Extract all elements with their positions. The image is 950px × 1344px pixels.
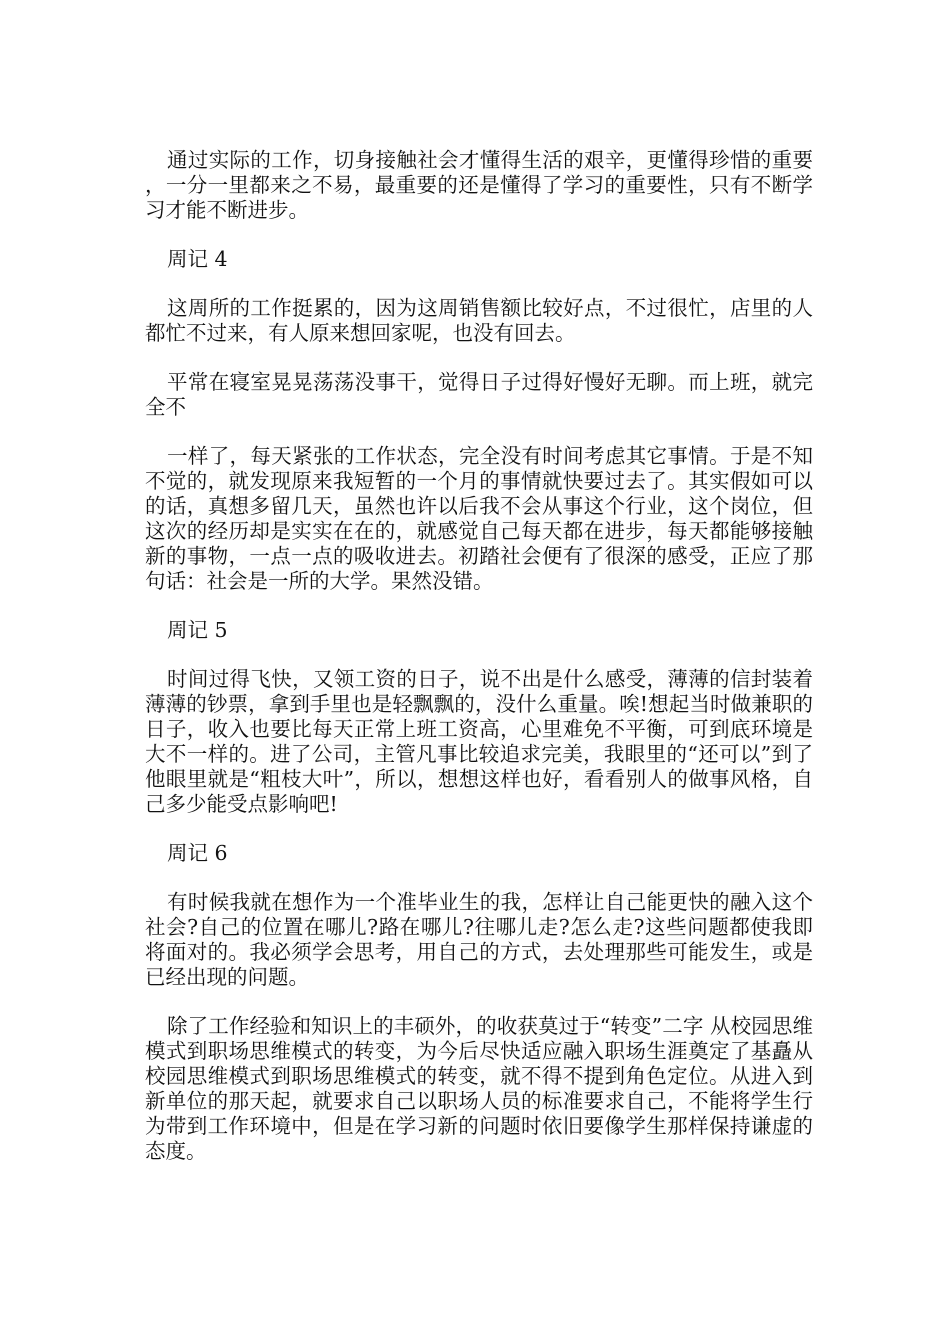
paragraph: 平常在寝室晃晃荡荡没事干，觉得日子过得好慢好无聊。而上班，就完全不 [145,370,813,419]
paragraph: 时间过得飞快，又领工资的日子，说不出是什么感受，薄薄的信封装着薄薄的钞票，拿到手里也是轻飘飘的，没什么重量。唉!想起当时做兼职的日子，收入也要比每天正常上班工资高，心里难免不平衡，可到底环境是大不一样的。进了公司，主管凡事比较追求完美，我眼里的“还可以”到了他眼里就是“粗枝大叶”，所以，想想这样也好，看看别人的做事风格，自己多少能受点影响吧! [145,667,813,816]
paragraph: 通过实际的工作，切身接触社会才懂得生活的艰辛，更懂得珍惜的重要，一分一里都来之不易，最重要的还是懂得了学习的重要性，只有不断学习才能不断进步。 [145,148,813,222]
section-heading-week-5: 周记 5 [167,618,228,642]
paragraph: 这周所的工作挺累的，因为这周销售额比较好点，不过很忙，店里的人都忙不过来，有人原来想回家呢，也没有回去。 [145,296,813,345]
paragraph: 有时候我就在想作为一个准毕业生的我，怎样让自己能更快的融入这个社会?自己的位置在哪儿?路在哪儿?往哪儿走?怎么走?这些问题都使我即将面对的。我必须学会思考，用自己的方式，去处理那些可能发生，或是已经出现的问题。 [145,890,813,989]
section-heading-week-6: 周记 6 [167,841,228,865]
paragraph: 一样了，每天紧张的工作状态，完全没有时间考虑其它事情。于是不知不觉的，就发现原来我短暂的一个月的事情就快要过去了。其实假如可以的话，真想多留几天，虽然也许以后我不会从事这个行业，这个岗位，但这次的经历却是实实在在的，就感觉自己每天都在进步，每天都能够接触新的事物，一点一点的吸收进去。初踏社会便有了很深的感受，正应了那句话：社会是一所的大学。果然没错。 [145,444,813,593]
document-page [145,148,813,1188]
section-heading-week-4: 周记 4 [167,247,228,271]
paragraph: 除了工作经验和知识上的丰硕外，的收获莫过于“转变”二字 从校园思维模式到职场思维模式的转变，为今后尽快适应融入职场生涯奠定了基矗从校园思维模式到职场思维模式的转变，就不得不提到角色定位。从进入到新单位的那天起，就要求自己以职场人员的标准要求自己，不能将学生行为带到工作环境中，但是在学习新的问题时依旧要像学生那样保持谦虚的态度。 [145,1014,813,1163]
